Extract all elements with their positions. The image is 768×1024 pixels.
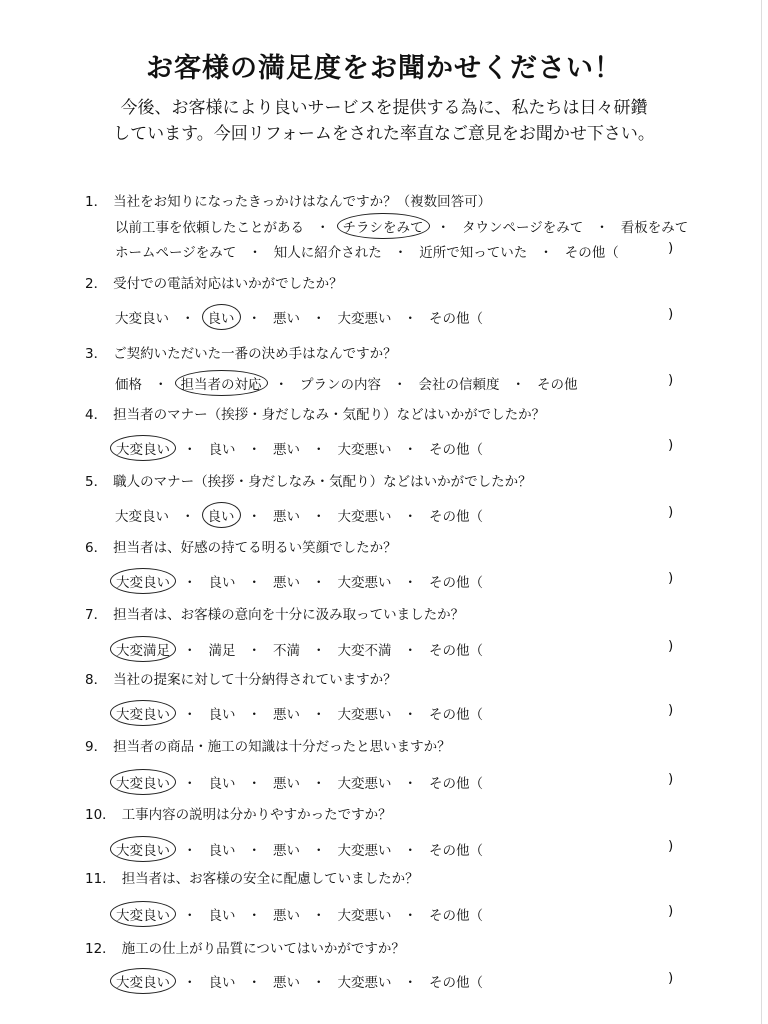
option-separator: ・ bbox=[248, 245, 262, 261]
answer-option[interactable]: ホームページをみて bbox=[115, 245, 237, 261]
answer-option[interactable]: 大変良い bbox=[115, 311, 169, 327]
answer-option-circled[interactable]: 大変良い bbox=[110, 836, 176, 862]
option-separator: ・ bbox=[393, 377, 407, 393]
answer-option-circled[interactable]: 担当者の対応 bbox=[175, 370, 268, 396]
option-separator: ・ bbox=[181, 509, 195, 525]
answer-option[interactable]: 悪い bbox=[273, 509, 300, 525]
option-separator: ・ bbox=[403, 509, 417, 525]
question-number: 7． bbox=[85, 607, 108, 623]
answer-option[interactable]: 以前工事を依頼したことがある bbox=[115, 220, 304, 236]
option-separator: ・ bbox=[539, 245, 553, 261]
option-separator: ・ bbox=[183, 442, 197, 458]
option-separator: ・ bbox=[183, 575, 197, 591]
answer-option-circled[interactable]: 大変良い bbox=[110, 435, 176, 461]
answer-option-circled[interactable]: 良い bbox=[202, 304, 241, 330]
option-separator: ・ bbox=[403, 776, 417, 792]
option-separator: ・ bbox=[312, 643, 326, 659]
option-separator: ・ bbox=[316, 220, 330, 236]
option-separator: ・ bbox=[312, 707, 326, 723]
question-number: 3． bbox=[85, 346, 108, 362]
question-9 bbox=[85, 735, 451, 755]
answer-option-circled[interactable]: 大変良い bbox=[110, 968, 176, 994]
answer-options-row bbox=[112, 702, 486, 724]
answer-option[interactable]: 悪い bbox=[273, 975, 300, 991]
answer-option-circled[interactable]: 大変満足 bbox=[110, 636, 176, 662]
answer-options-row bbox=[112, 771, 486, 793]
answer-option-circled[interactable]: 大変良い bbox=[110, 769, 176, 795]
answer-option[interactable]: 大変悪い bbox=[337, 975, 392, 991]
answer-option-circled[interactable]: 良い bbox=[202, 502, 241, 528]
option-separator: ・ bbox=[511, 377, 525, 393]
answer-option[interactable]: その他（ bbox=[429, 509, 483, 525]
answer-option[interactable]: 悪い bbox=[273, 575, 300, 591]
answer-option[interactable]: 大変悪い bbox=[337, 908, 392, 924]
option-separator: ・ bbox=[183, 843, 197, 859]
option-separator: ・ bbox=[183, 776, 197, 792]
answer-option[interactable]: その他（ bbox=[429, 975, 483, 991]
answer-option[interactable]: 悪い bbox=[273, 843, 300, 859]
question-10 bbox=[85, 803, 392, 823]
answer-option[interactable]: 良い bbox=[208, 776, 236, 792]
option-separator: ・ bbox=[247, 442, 261, 458]
other-close-paren: ) bbox=[668, 306, 674, 322]
question-text: 担当者は、好感の持てる明るい笑顔でしたか？ bbox=[113, 540, 397, 556]
option-separator: ・ bbox=[247, 843, 261, 859]
question-12 bbox=[85, 937, 405, 957]
question-number: 9． bbox=[85, 739, 108, 755]
option-separator: ・ bbox=[247, 311, 261, 327]
question-text: 担当者の商品・施工の知識は十分だったと思いますか？ bbox=[113, 739, 451, 755]
answer-option[interactable]: 悪い bbox=[273, 311, 300, 327]
answer-option[interactable]: タウンページをみて bbox=[462, 220, 584, 236]
option-separator: ・ bbox=[436, 220, 450, 236]
answer-option[interactable]: 大変悪い bbox=[337, 311, 392, 327]
answer-option-circled[interactable]: チラシをみて bbox=[337, 213, 430, 239]
other-close-paren: ) bbox=[668, 372, 674, 388]
option-separator: ・ bbox=[312, 509, 326, 525]
answer-option[interactable]: その他（ bbox=[429, 575, 483, 591]
question-number: 10． bbox=[85, 807, 116, 823]
option-separator: ・ bbox=[247, 975, 261, 991]
option-separator: ・ bbox=[403, 643, 417, 659]
option-separator: ・ bbox=[403, 908, 417, 924]
question-8 bbox=[85, 668, 397, 688]
option-separator: ・ bbox=[312, 442, 326, 458]
question-6 bbox=[85, 536, 397, 556]
intro-line-1: 今後、お客様により良いサービスを提供する為に、私たちは日々研鑽 bbox=[120, 98, 648, 118]
question-text: 職人のマナー（挨拶・身だしなみ・気配り）などはいかがでしたか？ bbox=[113, 474, 532, 490]
answer-option[interactable]: 悪い bbox=[273, 707, 300, 723]
answer-option[interactable]: 良い bbox=[208, 908, 236, 924]
option-separator: ・ bbox=[183, 707, 197, 723]
other-close-paren: ) bbox=[668, 838, 674, 854]
question-number: 6． bbox=[85, 540, 108, 556]
option-separator: ・ bbox=[393, 245, 408, 261]
question-2 bbox=[85, 272, 343, 292]
answer-options-row bbox=[112, 970, 486, 992]
answer-option[interactable]: 良い bbox=[208, 442, 236, 458]
option-separator: ・ bbox=[247, 707, 261, 723]
option-separator: ・ bbox=[183, 908, 197, 924]
question-text: ご契約いただいた一番の決め手はなんですか？ bbox=[113, 346, 397, 362]
answer-options-row bbox=[112, 306, 486, 328]
other-close-paren: ) bbox=[668, 570, 674, 586]
answer-option[interactable]: 会社の信頼度 bbox=[418, 377, 500, 393]
question-number: 2． bbox=[85, 276, 108, 292]
page-title: お客様の満足度をお聞かせください！ bbox=[146, 53, 622, 84]
option-separator: ・ bbox=[154, 377, 168, 393]
answer-option[interactable]: 悪い bbox=[273, 776, 300, 792]
answer-option[interactable]: 悪い bbox=[273, 908, 300, 924]
other-close-paren: ) bbox=[668, 702, 674, 718]
answer-option[interactable]: 大変悪い bbox=[337, 442, 392, 458]
question-number: 5． bbox=[85, 474, 108, 490]
question-text: 担当者のマナー（挨拶・身だしなみ・気配り）などはいかがでしたか？ bbox=[113, 407, 546, 423]
option-separator: ・ bbox=[403, 707, 417, 723]
answer-options-row bbox=[112, 437, 486, 459]
answer-option[interactable]: 良い bbox=[208, 575, 236, 591]
option-separator: ・ bbox=[312, 311, 326, 327]
other-close-paren: ) bbox=[668, 771, 674, 787]
question-text: 施工の仕上がり品質についてはいかがですか？ bbox=[121, 941, 405, 957]
answer-option[interactable]: 満足 bbox=[208, 643, 236, 659]
option-separator: ・ bbox=[403, 442, 417, 458]
answer-option-circled[interactable]: 大変良い bbox=[110, 568, 176, 594]
answer-option[interactable]: 大変良い bbox=[115, 509, 169, 525]
answer-option[interactable]: その他（ bbox=[429, 707, 483, 723]
question-text: 工事内容の説明は分かりやすかったですか？ bbox=[121, 807, 392, 823]
option-separator: ・ bbox=[403, 311, 417, 327]
answer-options-row bbox=[112, 240, 622, 262]
answer-option[interactable]: その他（ bbox=[429, 776, 483, 792]
question-3 bbox=[85, 342, 397, 362]
question-5 bbox=[85, 470, 532, 490]
answer-option[interactable]: 大変悪い bbox=[337, 843, 392, 859]
answer-option-circled[interactable]: 大変良い bbox=[110, 901, 176, 927]
option-separator: ・ bbox=[183, 975, 197, 991]
question-7 bbox=[85, 603, 464, 623]
answer-option[interactable]: 良い bbox=[208, 843, 236, 859]
option-separator: ・ bbox=[312, 975, 326, 991]
answer-option-circled[interactable]: 大変良い bbox=[110, 700, 176, 726]
other-close-paren: ) bbox=[668, 437, 674, 453]
other-close-paren: ) bbox=[668, 903, 674, 919]
answer-option[interactable]: その他（ bbox=[429, 643, 483, 659]
answer-option[interactable]: 価格 bbox=[115, 377, 142, 393]
other-close-paren: ) bbox=[668, 638, 674, 654]
option-separator: ・ bbox=[247, 908, 261, 924]
page-edge-line bbox=[761, 0, 762, 1024]
question-text: 受付での電話対応はいかがでしたか？ bbox=[113, 276, 343, 292]
answer-option[interactable]: 大変悪い bbox=[337, 575, 392, 591]
question-4 bbox=[85, 403, 545, 423]
question-number: 12． bbox=[85, 941, 116, 957]
question-text: 当社の提案に対して十分納得されていますか？ bbox=[113, 672, 397, 688]
question-number: 4． bbox=[85, 407, 108, 423]
option-separator: ・ bbox=[247, 643, 261, 659]
answer-options-row bbox=[112, 570, 486, 592]
answer-option[interactable]: 大変悪い bbox=[337, 707, 392, 723]
answer-option[interactable]: 悪い bbox=[273, 442, 300, 458]
answer-option[interactable]: 大変悪い bbox=[337, 509, 392, 525]
answer-option[interactable]: その他（ bbox=[429, 442, 483, 458]
answer-option[interactable]: 看板をみて bbox=[620, 220, 689, 236]
question-text: 当社をお知りになったきっかけはなんですか？（複数回答可） bbox=[113, 194, 492, 210]
answer-option[interactable]: その他 bbox=[537, 377, 578, 393]
option-separator: ・ bbox=[403, 575, 417, 591]
option-separator: ・ bbox=[403, 975, 417, 991]
question-11 bbox=[85, 867, 419, 887]
answer-option[interactable]: 不満 bbox=[273, 643, 300, 659]
answer-option[interactable]: その他（ bbox=[564, 245, 619, 261]
answer-option[interactable]: 大変不満 bbox=[337, 643, 392, 659]
option-separator: ・ bbox=[247, 509, 261, 525]
answer-option[interactable]: 良い bbox=[208, 707, 236, 723]
other-close-paren: ) bbox=[668, 240, 674, 256]
option-separator: ・ bbox=[403, 843, 417, 859]
option-separator: ・ bbox=[274, 377, 288, 393]
answer-options-row bbox=[112, 838, 486, 860]
other-close-paren: ) bbox=[668, 970, 674, 986]
option-separator: ・ bbox=[247, 575, 261, 591]
answer-option[interactable]: その他（ bbox=[429, 311, 483, 327]
question-1 bbox=[85, 190, 491, 210]
answer-options-row bbox=[112, 372, 581, 394]
answer-option[interactable]: その他（ bbox=[429, 843, 483, 859]
answer-options-row bbox=[112, 638, 486, 660]
option-separator: ・ bbox=[312, 575, 326, 591]
other-close-paren: ) bbox=[668, 504, 674, 520]
option-separator: ・ bbox=[181, 311, 195, 327]
option-separator: ・ bbox=[312, 776, 326, 792]
answer-option[interactable]: 大変悪い bbox=[337, 776, 392, 792]
answer-option[interactable]: 良い bbox=[208, 975, 236, 991]
answer-option[interactable]: 近所で知っていた bbox=[419, 245, 528, 261]
question-text: 担当者は、お客様の安全に配慮していましたか？ bbox=[121, 871, 419, 887]
question-text: 担当者は、お客様の意向を十分に汲み取っていましたか？ bbox=[113, 607, 465, 623]
option-separator: ・ bbox=[247, 776, 261, 792]
intro-line-2: しています。今回リフォームをされた率直なご意見をお聞かせ下さい。 bbox=[113, 124, 655, 144]
answer-option[interactable]: プランの内容 bbox=[300, 377, 381, 393]
answer-options-row bbox=[112, 504, 486, 526]
option-separator: ・ bbox=[595, 220, 609, 236]
question-number: 8． bbox=[85, 672, 108, 688]
answer-option[interactable]: その他（ bbox=[429, 908, 483, 924]
option-separator: ・ bbox=[312, 908, 326, 924]
question-number: 1． bbox=[85, 194, 108, 210]
option-separator: ・ bbox=[312, 843, 326, 859]
question-number: 11． bbox=[85, 871, 116, 887]
option-separator: ・ bbox=[183, 643, 197, 659]
answer-option[interactable]: 知人に紹介された bbox=[273, 245, 382, 261]
answer-options-row bbox=[112, 215, 691, 237]
answer-options-row bbox=[112, 903, 486, 925]
